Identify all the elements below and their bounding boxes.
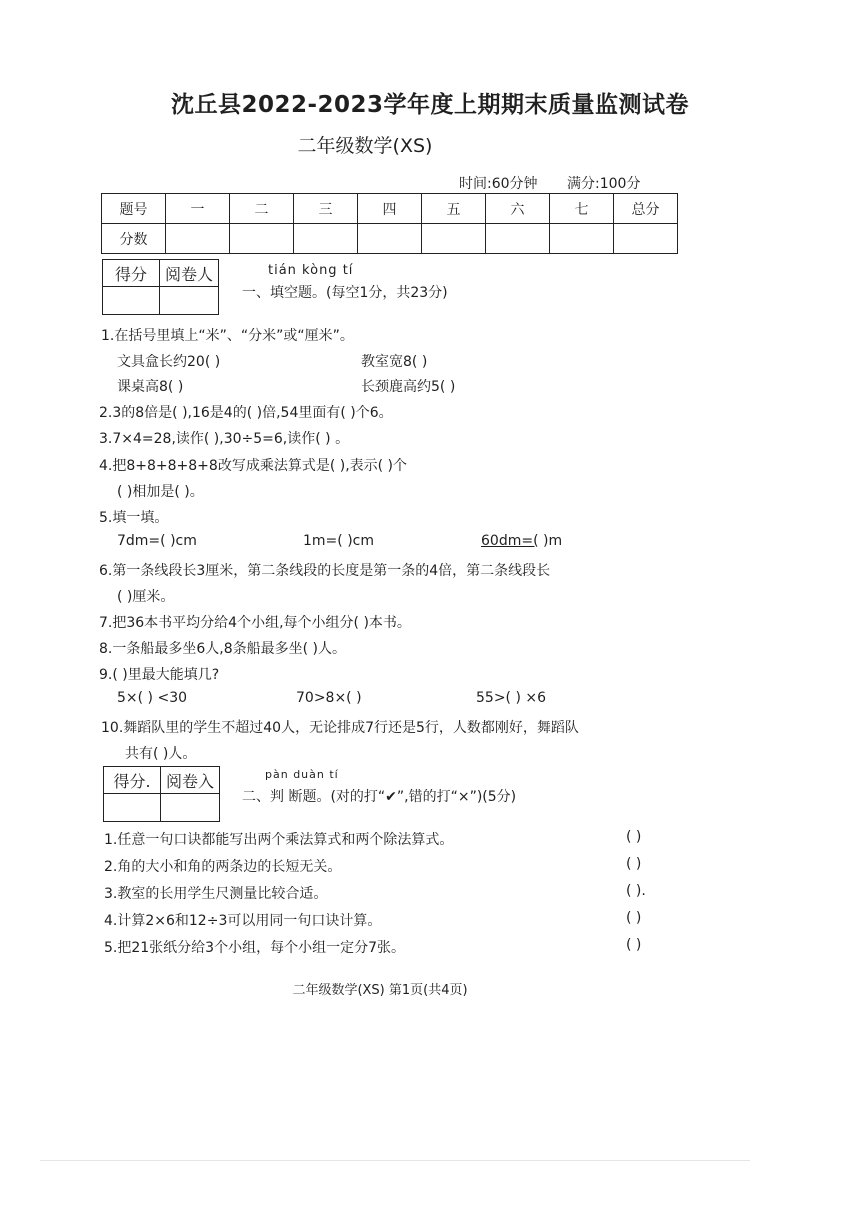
question-1-c[interactable]: 课桌高8( ) [117, 379, 184, 395]
question-1-d[interactable]: 长颈鹿高约5( ) [361, 379, 456, 395]
score-input-cell[interactable] [550, 224, 614, 254]
score-input-cell[interactable] [166, 224, 230, 254]
score-input-cell[interactable] [422, 224, 486, 254]
grader-reviewer-label: 阅卷人 [160, 260, 219, 287]
page-bottom-divider [40, 1160, 750, 1161]
question-5: 5.填一填。 [99, 510, 169, 526]
score-table-score-row [102, 224, 678, 254]
judgment-item-1: 1.任意一句口诀都能写出两个乘法算式和两个除法算式。 [104, 832, 454, 848]
question-9-c[interactable]: 55>( ) ×6 [476, 690, 547, 706]
exam-full-score: 满分:100分 [567, 176, 641, 192]
section2-pinyin: pàn duàn tí [265, 768, 339, 781]
score-table-cell: 五 [422, 194, 486, 224]
score-table-cell: 一 [166, 194, 230, 224]
score-input-cell[interactable] [294, 224, 358, 254]
score-table [101, 193, 678, 254]
question-5-c-prefix: 60dm=( [481, 533, 539, 549]
judgment-answer-3[interactable]: ( ). [626, 883, 646, 899]
judgment-answer-1[interactable]: ( ) [626, 829, 642, 845]
question-5-c[interactable] [481, 533, 562, 549]
question-4-cont[interactable]: ( )相加是( )。 [117, 484, 204, 500]
question-7[interactable]: 7.把36本书平均分给4个小组,每个小组分( )本书。 [99, 615, 411, 631]
question-9-b[interactable]: 70>8×( ) [296, 690, 362, 706]
question-4[interactable]: 4.把8+8+8+8+8改写成乘法算式是( ),表示( )个 [99, 458, 408, 474]
question-1-b[interactable]: 教室宽8( ) [361, 354, 428, 370]
question-1-a[interactable]: 文具盒长约20( ) [117, 354, 221, 370]
exam-subtitle: 二年级数学(XS) [297, 135, 433, 157]
question-5-a[interactable]: 7dm=( )cm [117, 533, 197, 549]
score-input-cell[interactable] [486, 224, 550, 254]
section1-grader-box [102, 259, 219, 315]
question-3[interactable]: 3.7×4=28,读作( ),30÷5=6,读作( ) 。 [99, 431, 350, 447]
section2-heading: 二、判 断题。(对的打“✔”,错的打“×”)(5分) [242, 789, 517, 805]
question-1: 1.在括号里填上“米”、“分米”或“厘米”。 [101, 328, 354, 344]
grader-reviewer-label: 阅卷入 [161, 767, 220, 794]
question-10: 10.舞蹈队里的学生不超过40人，无论排成7行还是5行，人数都刚好，舞蹈队 [101, 720, 579, 736]
judgment-answer-5[interactable]: ( ) [626, 937, 642, 953]
question-9-a[interactable]: 5×( ) <30 [117, 690, 188, 706]
judgment-item-4: 4.计算2×6和12÷3可以用同一句口诀计算。 [104, 913, 382, 929]
exam-time: 时间:60分钟 [459, 176, 538, 192]
question-10-cont[interactable]: 共有( )人。 [125, 746, 197, 762]
score-table-header-row [102, 194, 678, 224]
question-2[interactable]: 2.3的8倍是( ),16是4的( )倍,54里面有( )个6。 [99, 405, 393, 421]
question-8[interactable]: 8.一条船最多坐6人,8条船最多坐( )人。 [99, 641, 346, 657]
judgment-answer-2[interactable]: ( ) [626, 856, 642, 872]
exam-title: 沈丘县2022-2023学年度上期期末质量监测试卷 [170, 92, 690, 118]
score-table-cell: 二 [230, 194, 294, 224]
section1-heading: 一、填空题。(每空1分，共23分) [242, 285, 448, 301]
score-input-cell[interactable] [614, 224, 678, 254]
score-table-cell: 七 [550, 194, 614, 224]
grader-score-input[interactable] [103, 287, 160, 315]
judgment-item-3: 3.教室的长用学生尺测量比较合适。 [104, 886, 328, 902]
question-9: 9.( )里最大能填几? [99, 667, 220, 683]
section2-grader-box [103, 766, 220, 822]
judgment-item-2: 2.角的大小和角的两条边的长短无关。 [104, 859, 342, 875]
score-input-cell[interactable] [230, 224, 294, 254]
score-table-cell: 题号 [102, 194, 166, 224]
page-footer: 二年级数学(XS) 第1页(共4页) [292, 983, 468, 998]
score-table-cell: 三 [294, 194, 358, 224]
section1-pinyin: tián kòng tí [268, 263, 354, 278]
grader-score-label: 得分. [104, 767, 161, 794]
question-6-cont[interactable]: ( )厘米。 [117, 589, 175, 605]
question-6: 6.第一条线段长3厘米，第二条线段的长度是第一条的4倍，第二条线段长 [99, 563, 551, 579]
grader-reviewer-input[interactable] [160, 287, 219, 315]
score-table-cell: 四 [358, 194, 422, 224]
score-table-cell: 六 [486, 194, 550, 224]
grader-reviewer-input[interactable] [161, 794, 220, 822]
score-input-cell[interactable] [358, 224, 422, 254]
judgment-answer-4[interactable]: ( ) [626, 910, 642, 926]
judgment-item-5: 5.把21张纸分给3个小组，每个小组一定分7张。 [104, 940, 405, 956]
score-table-cell: 分数 [102, 224, 166, 254]
question-5-b[interactable]: 1m=( )cm [303, 533, 374, 549]
grader-score-input[interactable] [104, 794, 161, 822]
question-5-c-suffix: )m [538, 533, 563, 549]
score-table-cell: 总分 [614, 194, 678, 224]
grader-score-label: 得分 [103, 260, 160, 287]
